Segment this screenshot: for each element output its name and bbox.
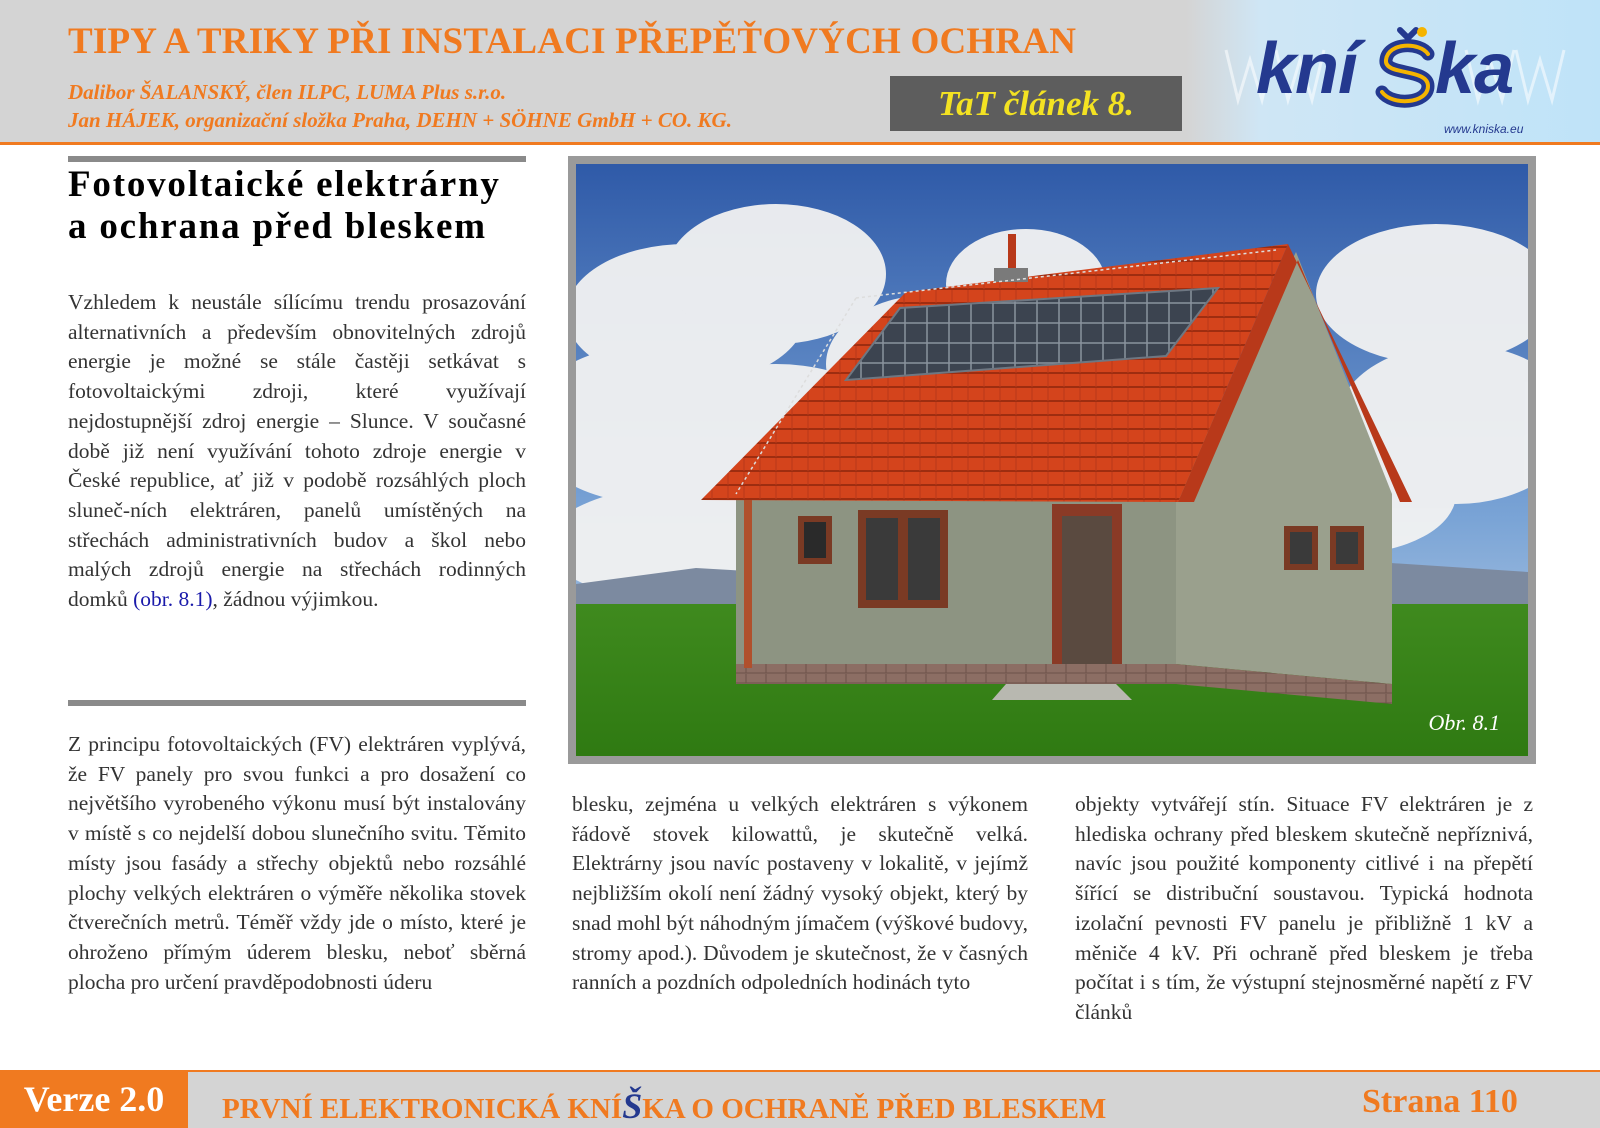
- logo-s-emblem-icon: [1370, 22, 1444, 112]
- article-number-badge: TaT článek 8.: [890, 76, 1182, 131]
- header-rule: [0, 142, 1600, 145]
- article-heading-line-1: Fotovoltaické elektrárny: [68, 164, 501, 205]
- series-title: TIPY A TRIKY PŘI INSTALACI PŘEPĚŤOVÝCH OCHRAN: [68, 21, 1077, 62]
- body-column-1: Z principu fotovoltaických (FV) elektráren vyplývá, že FV panely pro svou funkci a pro dosažení co největšího vyrobeného výkonu musí být instalovány v místě s co nejdelší dobou slunečního svitu. Těmito místy jsou fasády a střechy objektů nebo rozsáhlé plochy velkých elektráren o výměře několika stovek čtverečních metrů. Téměř vždy jde o místo, které je ohroženo přímým úderem blesku, neboť sběrná plocha pro určení pravděpodobnosti úderu: [68, 732, 526, 994]
- article-heading-line-2: a ochrana před bleskem: [68, 206, 487, 247]
- figure-caption: Obr. 8.1: [1428, 710, 1500, 735]
- downpipe: [744, 500, 752, 668]
- body-column-3: objekty vytvářejí stín. Situace FV elektráren je z hlediska ochrany před bleskem skutečně nepříznivá, navíc jsou použité komponenty citlivé i na přepětí šířící se distribuční soustavou. Typická hodnota izolační pevnosti FV panelu je přibližně 1 kV a měniče 4 kV. Při ochraně před bleskem je třeba počítat i s tím, že výstupní stejnosměrné napětí z FV článků: [1075, 792, 1533, 1024]
- logo-text-prefix: kní: [1256, 29, 1358, 109]
- logo-url: www.kniska.eu: [1444, 122, 1524, 136]
- footer-title-suffix: KA O OCHRANĚ PŘED BLESKEM: [642, 1093, 1107, 1125]
- footer-book-title: [222, 1085, 1106, 1127]
- intro-text: Vzhledem k neustále sílícímu trendu prosazování alternativních a především obnovitelných zdrojů energie je možné se stále častěji setkávat s fotovoltaickými zdroji, které využívají nejdostupnější zdroj energie – Slunce. V současné době již není využívání tohoto zdroje energie v České republice, ať již v podobě rozsáhlých ploch sluneč-ních elektráren, panelů umístěných na střechách administrativních budov a škol nebo malých zdrojů energie na střechách rodinných domků: [68, 290, 526, 612]
- logo-text-suffix: ka: [1435, 29, 1514, 109]
- author-line-1: Dalibor ŠALANSKÝ, člen ILPC, LUMA Plus s.r.o.: [68, 80, 507, 104]
- body-column-2: blesku, zejména u velkých elektráren s výkonem řádově stovek kilowattů, je skutečně velká. Elektrárny jsou navíc postaveny v lokalitě, v jejímž nejbližším okolí není žádný vysoký objekt, který by snad mohl být náhodným jímačem (výškové budovy, stromy apod.). Důvodem je skutečnost, že v časných ranních a pozdních odpoledních hodinách tyto: [572, 792, 1028, 995]
- footer-rule: [0, 1070, 1600, 1072]
- section-divider-rule: [68, 700, 526, 706]
- kniska-logo: [1186, 0, 1600, 142]
- heading-top-rule: [68, 156, 526, 162]
- plinth-front: [736, 664, 1176, 684]
- figure-reference-link[interactable]: (obr. 8.1): [133, 587, 213, 612]
- house-with-solar-panels-illustration: [576, 164, 1528, 756]
- figure-frame: [568, 156, 1536, 764]
- version-badge: Verze 2.0: [0, 1070, 188, 1128]
- intro-paragraph: [68, 288, 526, 615]
- author-line-2: Jan HÁJEK, organizační složka Praha, DEHN + SÖHNE GmbH + CO. KG.: [68, 108, 732, 132]
- article-heading: [68, 164, 528, 248]
- footer-title-s: Š: [622, 1086, 643, 1126]
- entrance-steps: [992, 684, 1132, 700]
- intro-end-text: , žádnou výjimkou.: [212, 587, 379, 612]
- page-number: Strana 110: [1362, 1083, 1518, 1120]
- footer-title-prefix: PRVNÍ ELEKTRONICKÁ KNÍ: [222, 1093, 623, 1125]
